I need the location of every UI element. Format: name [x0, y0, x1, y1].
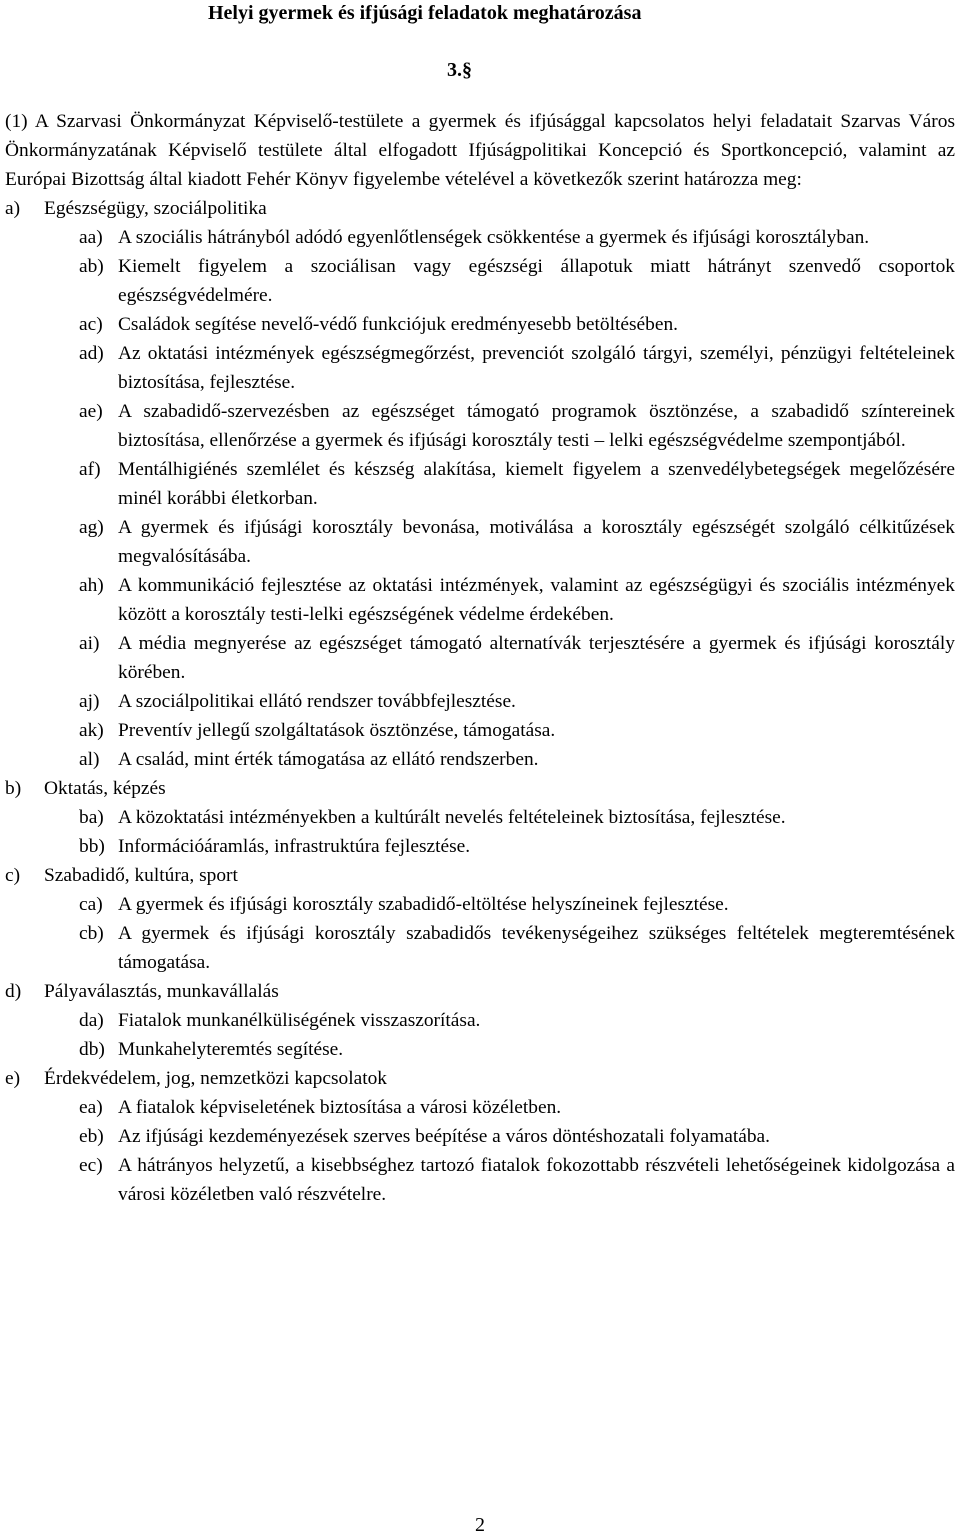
sub-list-item [79, 716, 955, 745]
document-page [5, 0, 955, 1209]
list-item-heading: Egészségügy, szociálpolitika [44, 198, 267, 219]
sub-list-item-text: A szabadidő-szervezésben az egészséget támogató programok ösztönzése, a szabadidő színtereinek biztosítása, ellenőrzése a gyermek és ifjúsági korosztály testi – lelki egészségvédelme szempontjából. [118, 401, 955, 451]
sub-list-item-label: eb) [79, 1126, 104, 1147]
sub-list-item-text: A közoktatási intézményekben a kultúrált nevelés feltételeinek biztosítása, fejlesztése. [118, 807, 786, 828]
sub-list-item-label: ai) [79, 633, 100, 654]
sub-list-item-label: ca) [79, 894, 103, 915]
sub-list-item-label: ba) [79, 807, 104, 828]
sub-list-item-label: af) [79, 459, 101, 480]
list-item-heading: Oktatás, képzés [44, 778, 166, 799]
sub-list-item-text: A média megnyerése az egészséget támogató alternatívák terjesztésére a gyermek és ifjúsági korosztály körében. [118, 633, 955, 683]
sub-list-item-label: ad) [79, 343, 104, 364]
list-item-label: c) [5, 865, 21, 886]
sub-list-item [79, 1006, 955, 1035]
sub-list-item-label: ea) [79, 1097, 103, 1118]
sub-list-item-label: ae) [79, 401, 103, 422]
sub-list-item-text: Fiatalok munkanélküliségének visszaszorítása. [118, 1010, 481, 1031]
sub-list-item-text: Munkahelyteremtés segítése. [118, 1039, 344, 1060]
document-title: Helyi gyermek és ifjúsági feladatok meghatározása [208, 2, 642, 24]
sub-list-item [79, 571, 955, 629]
sub-list-item [79, 629, 955, 687]
list-item-label: b) [5, 778, 22, 799]
sub-list-item [79, 252, 955, 310]
sub-list-item-label: ec) [79, 1155, 103, 1176]
list-item [5, 1064, 955, 1093]
list-item-label: e) [5, 1068, 21, 1089]
sub-list-item-label: ab) [79, 256, 104, 277]
sub-list-item [79, 1035, 955, 1064]
sub-list-item-text: A szociális hátrányból adódó egyenlőtlenségek csökkentése a gyermek és ifjúsági korosztályban. [118, 227, 870, 248]
list-item-label: d) [5, 981, 22, 1002]
sub-list-item-label: ag) [79, 517, 104, 538]
sub-list-item-text: Preventív jellegű szolgáltatások ösztönzése, támogatása. [118, 720, 556, 741]
list-item-heading: Érdekvédelem, jog, nemzetközi kapcsolatok [44, 1068, 387, 1089]
sub-list-item [79, 803, 955, 832]
sub-list-item-text: Az ifjúsági kezdeményezések szerves beépítése a város döntéshozatali folyamatába. [118, 1126, 770, 1147]
sub-list-item-text: A szociálpolitikai ellátó rendszer továbbfejlesztése. [118, 691, 516, 712]
list-item [5, 861, 955, 890]
sub-list-item [79, 890, 955, 919]
sub-list-item-label: cb) [79, 923, 104, 944]
list-item [5, 977, 955, 1006]
sub-list-item-text: A család, mint érték támogatása az ellátó rendszerben. [118, 749, 539, 770]
sub-list-item [79, 832, 955, 861]
sub-list-item [79, 745, 955, 774]
list-item-label: a) [5, 198, 21, 219]
sub-list-item-text: Az oktatási intézmények egészségmegőrzést, prevenciót szolgáló tárgyi, személyi, pénzügyi feltételeinek biztosítása, fejlesztése. [118, 343, 955, 393]
sub-list-item-text: A gyermek és ifjúsági korosztály bevonása, motiválása a korosztály egészségét szolgáló célkitűzések megvalósításába. [118, 517, 955, 567]
sub-list-item-text: Mentálhigiénés szemlélet és készség alakítása, kiemelt figyelem a szenvedélybetegségek megelőzésére minél korábbi életkorban. [118, 459, 955, 509]
list-item [5, 774, 955, 803]
sub-list-item [79, 687, 955, 716]
section-number: 3.§ [447, 59, 472, 81]
sub-list-item-label: ak) [79, 720, 104, 741]
sub-list-item-label: bb) [79, 836, 105, 857]
sub-list-item-label: ac) [79, 314, 103, 335]
sub-list-item [79, 919, 955, 977]
intro-paragraph: (1) A Szarvasi Önkormányzat Képviselő-testülete a gyermek és ifjúsággal kapcsolatos helyi feladatait Szarvas Város Önkormányzatának Képviselő testülete által elfogadott Ifjúságpolitikai Koncepció és Sportkoncepció, valamint az Európai Bizottság által kiadott Fehér Könyv figyelembe vételével a következők szerint határozza meg: [5, 111, 955, 190]
sub-list-item-text: Családok segítése nevelő-védő funkciójuk eredményesebb betöltésében. [118, 314, 678, 335]
sub-list-item-label: da) [79, 1010, 104, 1031]
sub-list-item [79, 1122, 955, 1151]
sub-list-item-text: A fiatalok képviseletének biztosítása a városi közéletben. [118, 1097, 562, 1118]
list-item-heading: Pályaválasztás, munkavállalás [44, 981, 279, 1002]
list-item [5, 194, 955, 223]
sub-list-item-text: Kiemelt figyelem a szociálisan vagy egészségi állapotuk miatt hátrányt szenvedő csoportok egészségvédelmére. [118, 256, 955, 306]
sub-list-item [79, 1151, 955, 1209]
sub-list-item-label: al) [79, 749, 100, 770]
list-item-heading: Szabadidő, kultúra, sport [44, 865, 238, 886]
page-number: 2 [475, 1514, 485, 1536]
provision-list [5, 194, 955, 1209]
sub-list-item-text: Információáramlás, infrastruktúra fejlesztése. [118, 836, 471, 857]
sub-list-item-text: A gyermek és ifjúsági korosztály szabadidő-eltöltése helyszíneinek fejlesztése. [118, 894, 729, 915]
sub-list-item [79, 1093, 955, 1122]
sub-list-item-text: A gyermek és ifjúsági korosztály szabadidős tevékenységeihez szükséges feltételek megteremtésének támogatása. [118, 923, 955, 973]
sub-list-item [79, 310, 955, 339]
sub-list-item [79, 513, 955, 571]
sub-list-item-label: aj) [79, 691, 100, 712]
sub-list-item-label: ah) [79, 575, 104, 596]
sub-list-item [79, 397, 955, 455]
sub-list-item-text: A kommunikáció fejlesztése az oktatási intézmények, valamint az egészségügyi és szociális intézmények között a korosztály testi-lelki egészségének védelme érdekében. [118, 575, 955, 625]
sub-list-item [79, 223, 955, 252]
sub-list-item-label: aa) [79, 227, 103, 248]
sub-list-item [79, 455, 955, 513]
sub-list-item [79, 339, 955, 397]
sub-list-item-label: db) [79, 1039, 105, 1060]
sub-list-item-text: A hátrányos helyzetű, a kisebbséghez tartozó fiatalok fokozottabb részvételi lehetőségeinek kidolgozása a városi közéletben való részvételre. [118, 1155, 955, 1205]
